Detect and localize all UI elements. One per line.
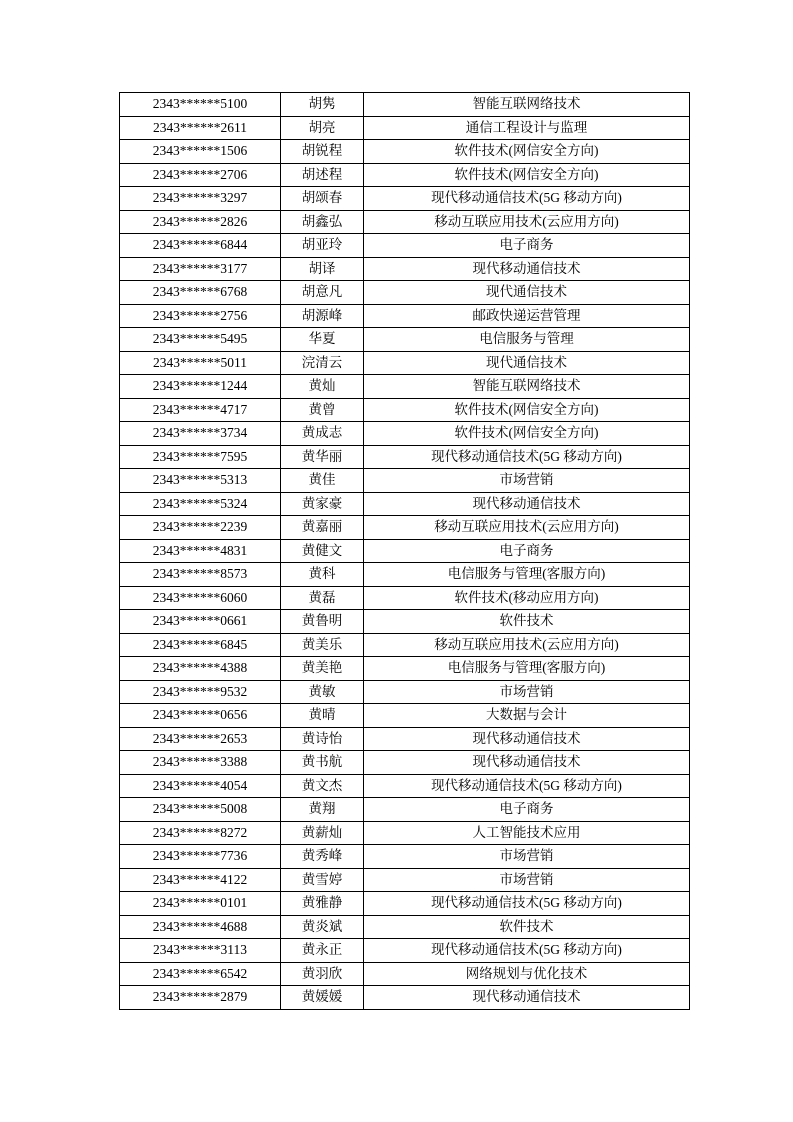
candidate-name-cell: 黄诗怡 [281,727,364,751]
major-cell: 软件技术(网信安全方向) [364,140,690,164]
major-cell: 智能互联网络技术 [364,93,690,117]
candidate-id-cell: 2343******4688 [120,915,281,939]
roster-table [119,92,690,1010]
candidate-name-cell: 黄秀峰 [281,845,364,869]
table-row [120,210,690,234]
table-row [120,375,690,399]
major-cell: 市场营销 [364,680,690,704]
table-row [120,868,690,892]
table-row [120,821,690,845]
major-cell: 市场营销 [364,868,690,892]
candidate-id-cell: 2343******4831 [120,539,281,563]
candidate-name-cell: 黄敏 [281,680,364,704]
roster-table-body [120,93,690,1010]
table-row [120,845,690,869]
major-cell: 网络规划与优化技术 [364,962,690,986]
table-row [120,445,690,469]
candidate-id-cell: 2343******1244 [120,375,281,399]
major-cell: 人工智能技术应用 [364,821,690,845]
table-row [120,727,690,751]
major-cell: 软件技术(移动应用方向) [364,586,690,610]
candidate-id-cell: 2343******5495 [120,328,281,352]
table-row [120,304,690,328]
table-row [120,704,690,728]
candidate-name-cell: 黄媛媛 [281,986,364,1010]
candidate-id-cell: 2343******7736 [120,845,281,869]
candidate-id-cell: 2343******4054 [120,774,281,798]
table-row [120,586,690,610]
candidate-id-cell: 2343******9532 [120,680,281,704]
candidate-id-cell: 2343******1506 [120,140,281,164]
table-row [120,469,690,493]
major-cell: 电信服务与管理(客服方向) [364,563,690,587]
candidate-name-cell: 黄嘉丽 [281,516,364,540]
candidate-id-cell: 2343******8573 [120,563,281,587]
candidate-id-cell: 2343******3297 [120,187,281,211]
table-row [120,657,690,681]
table-row [120,516,690,540]
candidate-name-cell: 黄磊 [281,586,364,610]
table-row [120,116,690,140]
candidate-id-cell: 2343******2611 [120,116,281,140]
table-row [120,328,690,352]
candidate-id-cell: 2343******4122 [120,868,281,892]
candidate-name-cell: 胡译 [281,257,364,281]
candidate-name-cell: 黄成志 [281,422,364,446]
major-cell: 电信服务与管理 [364,328,690,352]
candidate-id-cell: 2343******3177 [120,257,281,281]
candidate-name-cell: 黄科 [281,563,364,587]
major-cell: 现代移动通信技术 [364,751,690,775]
major-cell: 电信服务与管理(客服方向) [364,657,690,681]
table-row [120,680,690,704]
major-cell: 电子商务 [364,234,690,258]
candidate-name-cell: 黄翔 [281,798,364,822]
candidate-name-cell: 华夏 [281,328,364,352]
candidate-name-cell: 黄佳 [281,469,364,493]
table-row [120,492,690,516]
table-row [120,257,690,281]
major-cell: 市场营销 [364,845,690,869]
table-row [120,539,690,563]
table-row [120,163,690,187]
candidate-name-cell: 胡锐程 [281,140,364,164]
candidate-name-cell: 黄鲁明 [281,610,364,634]
candidate-name-cell: 浣清云 [281,351,364,375]
candidate-id-cell: 2343******4717 [120,398,281,422]
major-cell: 现代移动通信技术(5G 移动方向) [364,892,690,916]
candidate-id-cell: 2343******2826 [120,210,281,234]
candidate-name-cell: 胡隽 [281,93,364,117]
major-cell: 智能互联网络技术 [364,375,690,399]
table-row [120,563,690,587]
table-row [120,892,690,916]
candidate-id-cell: 2343******5008 [120,798,281,822]
candidate-name-cell: 黄雅静 [281,892,364,916]
candidate-id-cell: 2343******6844 [120,234,281,258]
candidate-id-cell: 2343******8272 [120,821,281,845]
table-row [120,962,690,986]
candidate-id-cell: 2343******5100 [120,93,281,117]
major-cell: 软件技术(网信安全方向) [364,398,690,422]
candidate-name-cell: 胡源峰 [281,304,364,328]
major-cell: 现代通信技术 [364,281,690,305]
candidate-name-cell: 胡述程 [281,163,364,187]
candidate-name-cell: 黄华丽 [281,445,364,469]
major-cell: 现代移动通信技术 [364,257,690,281]
candidate-id-cell: 2343******6542 [120,962,281,986]
major-cell: 移动互联应用技术(云应用方向) [364,210,690,234]
table-row [120,281,690,305]
table-row [120,234,690,258]
candidate-id-cell: 2343******5011 [120,351,281,375]
candidate-id-cell: 2343******3734 [120,422,281,446]
table-row [120,351,690,375]
candidate-name-cell: 黄永正 [281,939,364,963]
table-row [120,187,690,211]
major-cell: 现代移动通信技术(5G 移动方向) [364,774,690,798]
candidate-name-cell: 黄家豪 [281,492,364,516]
candidate-name-cell: 黄美艳 [281,657,364,681]
candidate-name-cell: 黄炎斌 [281,915,364,939]
major-cell: 电子商务 [364,539,690,563]
major-cell: 软件技术(网信安全方向) [364,422,690,446]
table-row [120,422,690,446]
major-cell: 大数据与会计 [364,704,690,728]
table-row [120,398,690,422]
major-cell: 移动互联应用技术(云应用方向) [364,633,690,657]
candidate-id-cell: 2343******4388 [120,657,281,681]
candidate-name-cell: 黄曾 [281,398,364,422]
table-row [120,986,690,1010]
major-cell: 邮政快递运营管理 [364,304,690,328]
candidate-id-cell: 2343******0656 [120,704,281,728]
table-row [120,610,690,634]
table-row [120,751,690,775]
major-cell: 现代移动通信技术 [364,986,690,1010]
major-cell: 移动互联应用技术(云应用方向) [364,516,690,540]
major-cell: 软件技术(网信安全方向) [364,163,690,187]
candidate-id-cell: 2343******2239 [120,516,281,540]
candidate-id-cell: 2343******7595 [120,445,281,469]
candidate-id-cell: 2343******5324 [120,492,281,516]
candidate-id-cell: 2343******2756 [120,304,281,328]
table-row [120,798,690,822]
candidate-id-cell: 2343******3388 [120,751,281,775]
candidate-name-cell: 胡颂春 [281,187,364,211]
major-cell: 现代移动通信技术 [364,492,690,516]
table-row [120,140,690,164]
table-row [120,939,690,963]
candidate-name-cell: 胡亚玲 [281,234,364,258]
candidate-name-cell: 黄晴 [281,704,364,728]
candidate-name-cell: 胡意凡 [281,281,364,305]
candidate-name-cell: 黄美乐 [281,633,364,657]
candidate-id-cell: 2343******5313 [120,469,281,493]
candidate-name-cell: 胡鑫弘 [281,210,364,234]
candidate-name-cell: 黄雪婷 [281,868,364,892]
major-cell: 现代移动通信技术(5G 移动方向) [364,187,690,211]
candidate-id-cell: 2343******6060 [120,586,281,610]
candidate-name-cell: 黄薪灿 [281,821,364,845]
major-cell: 现代通信技术 [364,351,690,375]
table-row [120,774,690,798]
candidate-name-cell: 黄羽欣 [281,962,364,986]
major-cell: 现代移动通信技术(5G 移动方向) [364,939,690,963]
candidate-id-cell: 2343******0661 [120,610,281,634]
major-cell: 软件技术 [364,915,690,939]
major-cell: 市场营销 [364,469,690,493]
candidate-id-cell: 2343******6768 [120,281,281,305]
candidate-name-cell: 黄灿 [281,375,364,399]
major-cell: 现代移动通信技术(5G 移动方向) [364,445,690,469]
candidate-id-cell: 2343******0101 [120,892,281,916]
table-row [120,915,690,939]
candidate-id-cell: 2343******2706 [120,163,281,187]
table-row [120,93,690,117]
table-row [120,633,690,657]
candidate-id-cell: 2343******6845 [120,633,281,657]
major-cell: 软件技术 [364,610,690,634]
candidate-name-cell: 黄健文 [281,539,364,563]
major-cell: 通信工程设计与监理 [364,116,690,140]
candidate-name-cell: 胡亮 [281,116,364,140]
candidate-name-cell: 黄文杰 [281,774,364,798]
candidate-id-cell: 2343******2653 [120,727,281,751]
major-cell: 现代移动通信技术 [364,727,690,751]
candidate-id-cell: 2343******2879 [120,986,281,1010]
major-cell: 电子商务 [364,798,690,822]
candidate-name-cell: 黄书航 [281,751,364,775]
candidate-id-cell: 2343******3113 [120,939,281,963]
